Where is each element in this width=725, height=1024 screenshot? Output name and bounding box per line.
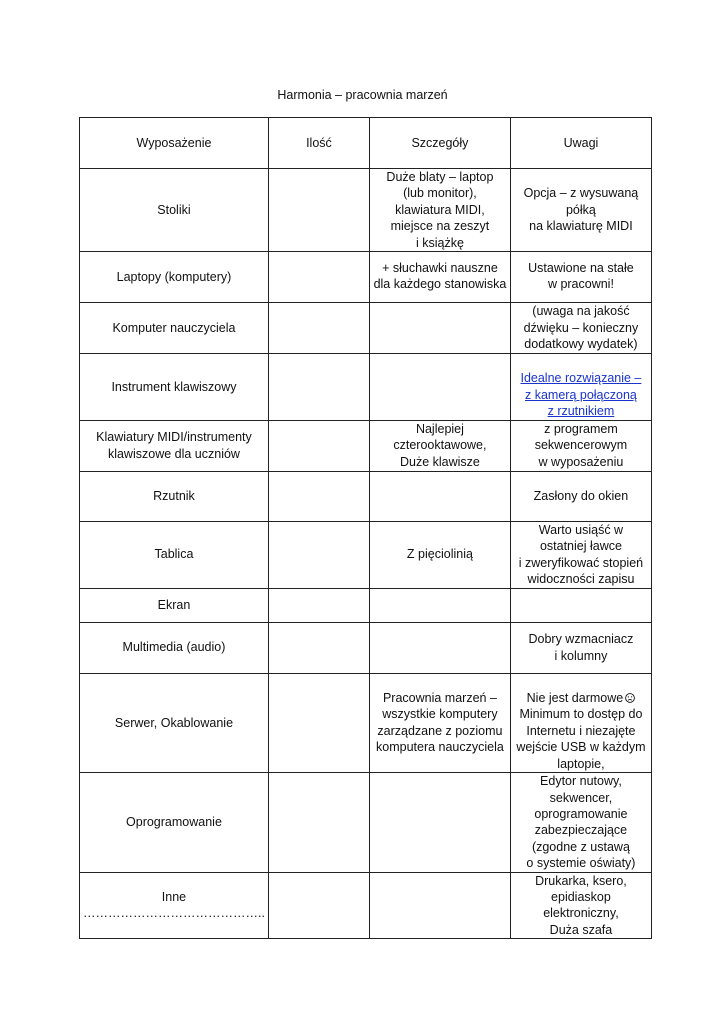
cell-quantity [268,588,369,622]
table-row-serwer [80,673,652,772]
header-details: Szczegóły [369,118,510,169]
cell-details: Pracownia marzeń – wszystkie komputery zarządzane z poziomu komputera nauczyciela [369,673,510,772]
document-title: Harmonia – pracownia marzeń [277,88,448,102]
cell-quantity [268,471,369,521]
cell-details: Najlepiej czterooktawowe, Duże klawisze [369,420,510,471]
cell-quantity [268,169,369,252]
cell-item: Tablica [80,521,269,588]
cell-item: Stoliki [80,169,269,252]
cell-item: Komputer nauczyciela [80,303,269,354]
table-row-inne [80,872,652,939]
cell-quantity [268,622,369,673]
cell-details [369,588,510,622]
cell-quantity [268,420,369,471]
table-row-klawiatury-midi [80,420,652,471]
cell-details [369,303,510,354]
cell-item: Serwer, Okablowanie [80,673,269,772]
header-notes: Uwagi [510,118,651,169]
header-equipment: Wyposażenie [80,118,269,169]
cell-notes [510,588,651,622]
notes-first-line: Nie jest darmowe [526,691,624,706]
cell-item: Multimedia (audio) [80,622,269,673]
cell-item: Inne …………………………………….. [80,872,269,939]
cell-notes: Ustawione na stałe w pracowni! [510,252,651,303]
cell-details [369,872,510,939]
table-row-tablica [80,521,652,588]
frowning-face-icon [625,693,635,703]
cell-details [369,622,510,673]
notes-rest: Minimum to dostęp do Internetu i niezajęte wejście USB w każdym laptopie, [516,707,646,771]
cell-quantity [268,354,369,421]
cell-item: Rzutnik [80,471,269,521]
table-row-rzutnik [80,471,652,521]
cell-notes [510,354,651,421]
table-row-multimedia [80,622,652,673]
cell-details [369,773,510,872]
table-row-stoliki [80,169,652,252]
cell-notes: Edytor nutowy, sekwencer, oprogramowanie zabezpieczające (zgodne z ustawą o systemie oświaty) [510,773,651,872]
notes-link-kamera[interactable]: Idealne rozwiązanie – z kamerą połączoną z rzutnikiem [520,371,642,419]
cell-item: Instrument klawiszowy [80,354,269,421]
cell-details [369,471,510,521]
header-quantity: Ilość [268,118,369,169]
cell-quantity [268,673,369,772]
cell-notes: Zasłony do okien [510,471,651,521]
cell-notes: z programem sekwencerowym w wyposażeniu [510,420,651,471]
cell-notes: Drukarka, ksero, epidiaskop elektroniczny, Duża szafa [510,872,651,939]
cell-quantity [268,252,369,303]
cell-quantity [268,303,369,354]
cell-details: Z pięciolinią [369,521,510,588]
cell-item: Oprogramowanie [80,773,269,872]
cell-quantity [268,773,369,872]
cell-notes: Opcja – z wysuwaną półką na klawiaturę MIDI [510,169,651,252]
table-row-instrument-klawiszowy [80,354,652,421]
cell-notes [510,673,651,772]
table-row-ekran [80,588,652,622]
cell-details [369,354,510,421]
equipment-table [79,117,652,939]
table-row-oprogramowanie [80,773,652,872]
cell-item: Klawiatury MIDI/instrumenty klawiszowe dla uczniów [80,420,269,471]
cell-quantity [268,872,369,939]
table-row-laptopy [80,252,652,303]
cell-item: Laptopy (komputery) [80,252,269,303]
cell-quantity [268,521,369,588]
cell-details: Duże blaty – laptop (lub monitor), klawiatura MIDI, miejsce na zeszyt i książkę [369,169,510,252]
cell-details: + słuchawki nauszne dla każdego stanowiska [369,252,510,303]
table-row-komputer-nauczyciela [80,303,652,354]
table-header-row [80,118,652,169]
cell-notes: Warto usiąść w ostatniej ławce i zweryfikować stopień widoczności zapisu [510,521,651,588]
cell-notes: Dobry wzmacniacz i kolumny [510,622,651,673]
cell-item: Ekran [80,588,269,622]
cell-notes: (uwaga na jakość dźwięku – konieczny dodatkowy wydatek) [510,303,651,354]
